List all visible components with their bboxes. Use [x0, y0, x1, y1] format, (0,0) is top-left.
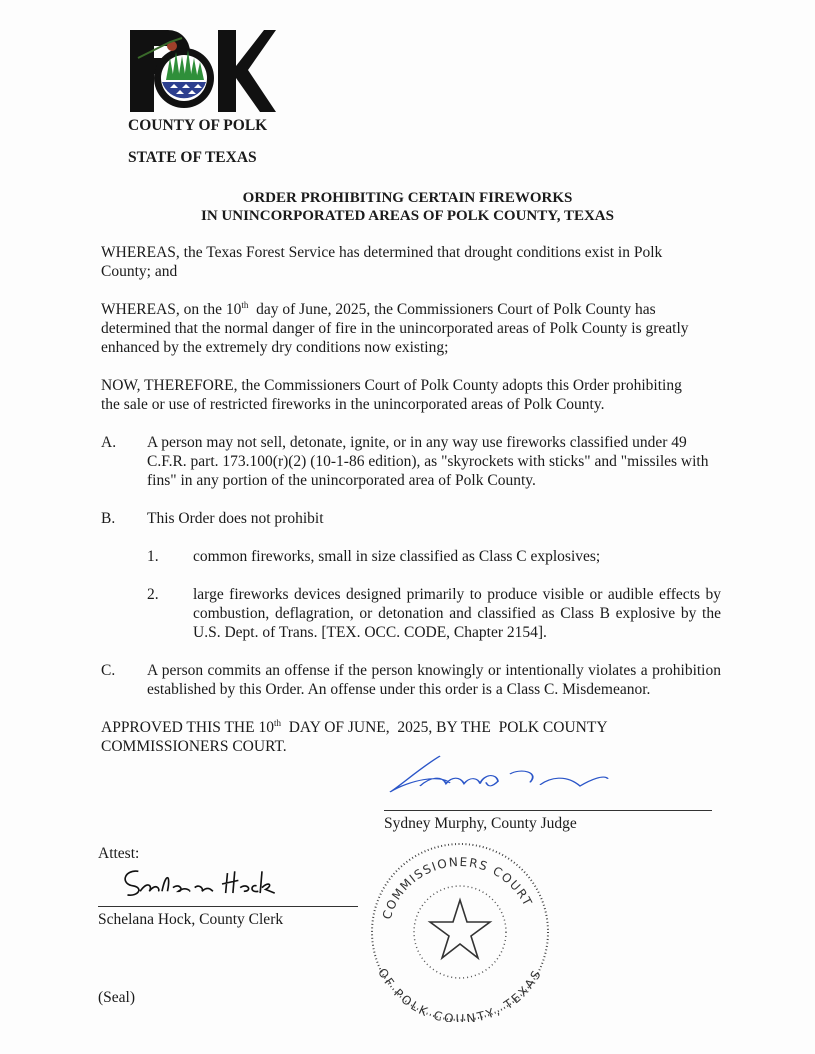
- county-heading: COUNTY OF POLK: [128, 117, 268, 134]
- whereas2-text-after: day of June, 2025, the Commissioners Court of Polk County has determined that the normal danger of fire in the unincorporated areas of Polk County is greatly enhanced by the extremely dry conditions now existing;: [101, 301, 693, 356]
- subitem-number-2: 2.: [147, 586, 159, 603]
- item-letter-c: C.: [101, 662, 116, 679]
- seal-label: (Seal): [98, 989, 136, 1006]
- svg-text:COMMISSIONERS COURT: [380, 855, 536, 921]
- item-text-a: A person may not sell, detonate, ignite, or in any way use fireworks classified under 49 C.F.R. part. 173.100(r)(2) (10-1-86 edition), as "skyrockets with sticks" and "missiles with fins" in any portion of the unincorporated area of Polk County.: [147, 434, 709, 489]
- subitem-1: [147, 547, 721, 566]
- county-logo: [128, 28, 276, 114]
- approval-statement: [101, 718, 741, 737]
- item-text-b: This Order does not prohibit: [147, 510, 324, 527]
- clerk-signature-graphic: [112, 864, 292, 904]
- order-title-line1: ORDER PROHIBITING CERTAIN FIREWORKS: [242, 190, 573, 206]
- clerk-signature: [112, 864, 292, 904]
- item-a: [101, 433, 721, 490]
- order-title-line2: IN UNINCORPORATED AREAS OF POLK COUNTY, TEXAS: [201, 208, 614, 224]
- approval-text-after: DAY OF JUNE, 2025, BY THE POLK COUNTY: [280, 719, 608, 736]
- signature-block: [0, 756, 815, 1046]
- approval-text-before: APPROVED THIS THE 10: [101, 719, 274, 736]
- whereas-paragraph-1: WHEREAS, the Texas Forest Service has determined that drought conditions exist in Polk County; and: [101, 244, 663, 280]
- svg-text:OF POLK COUNTY, TEXAS: [375, 966, 544, 1022]
- superscript: th: [273, 718, 281, 728]
- subitem-text-2: large fireworks devices designed primarily to produce visible or audible effects by combustion, deflagration, or detonation and classified as Class B explosive by the U.S. Dept. of Trans. [TEX. OCC. CODE, Chapter 2154].: [193, 586, 721, 641]
- subitem-2: [147, 585, 721, 642]
- clerk-signature-line: [98, 906, 358, 907]
- item-c: [101, 661, 721, 699]
- attest-label: Attest:: [98, 845, 140, 862]
- therefore-paragraph: NOW, THEREFORE, the Commissioners Court of Polk County adopts this Order prohibiting the sale or use of restricted fireworks in the unincorporated areas of Polk County.: [101, 377, 682, 413]
- seal-bottom-text: OF POLK COUNTY, TEXAS: [375, 965, 545, 1022]
- seal-graphic: [370, 842, 550, 1022]
- polk-logo-graphic: [128, 28, 276, 114]
- whereas-paragraph-2: [101, 300, 701, 357]
- item-letter-a: A.: [101, 434, 117, 451]
- item-text-c: A person commits an offense if the person knowingly or intentionally violates a prohibition established by this Order. An offense under this order is a Class C. Misdemeanor.: [147, 662, 721, 698]
- approval-statement-line2: COMMISSIONERS COURT.: [101, 738, 287, 755]
- judge-signature-line: [384, 810, 712, 811]
- judge-signature-graphic: [380, 750, 620, 810]
- judge-name: Sydney Murphy, County Judge: [384, 815, 577, 832]
- state-heading: STATE OF TEXAS: [128, 149, 257, 166]
- subitem-number-1: 1.: [147, 548, 159, 565]
- judge-signature: [380, 750, 620, 810]
- seal-top-text: COMMISSIONERS COURT: [379, 854, 536, 922]
- item-letter-b: B.: [101, 510, 116, 527]
- commissioners-court-seal: [370, 842, 550, 1022]
- whereas2-text-before: WHEREAS, on the 10: [101, 301, 242, 318]
- star-icon: [430, 900, 490, 958]
- item-b: [101, 509, 721, 528]
- clerk-name: Schelana Hock, County Clerk: [98, 911, 284, 928]
- subitem-text-1: common fireworks, small in size classified as Class C explosives;: [193, 548, 601, 565]
- superscript: th: [241, 300, 249, 310]
